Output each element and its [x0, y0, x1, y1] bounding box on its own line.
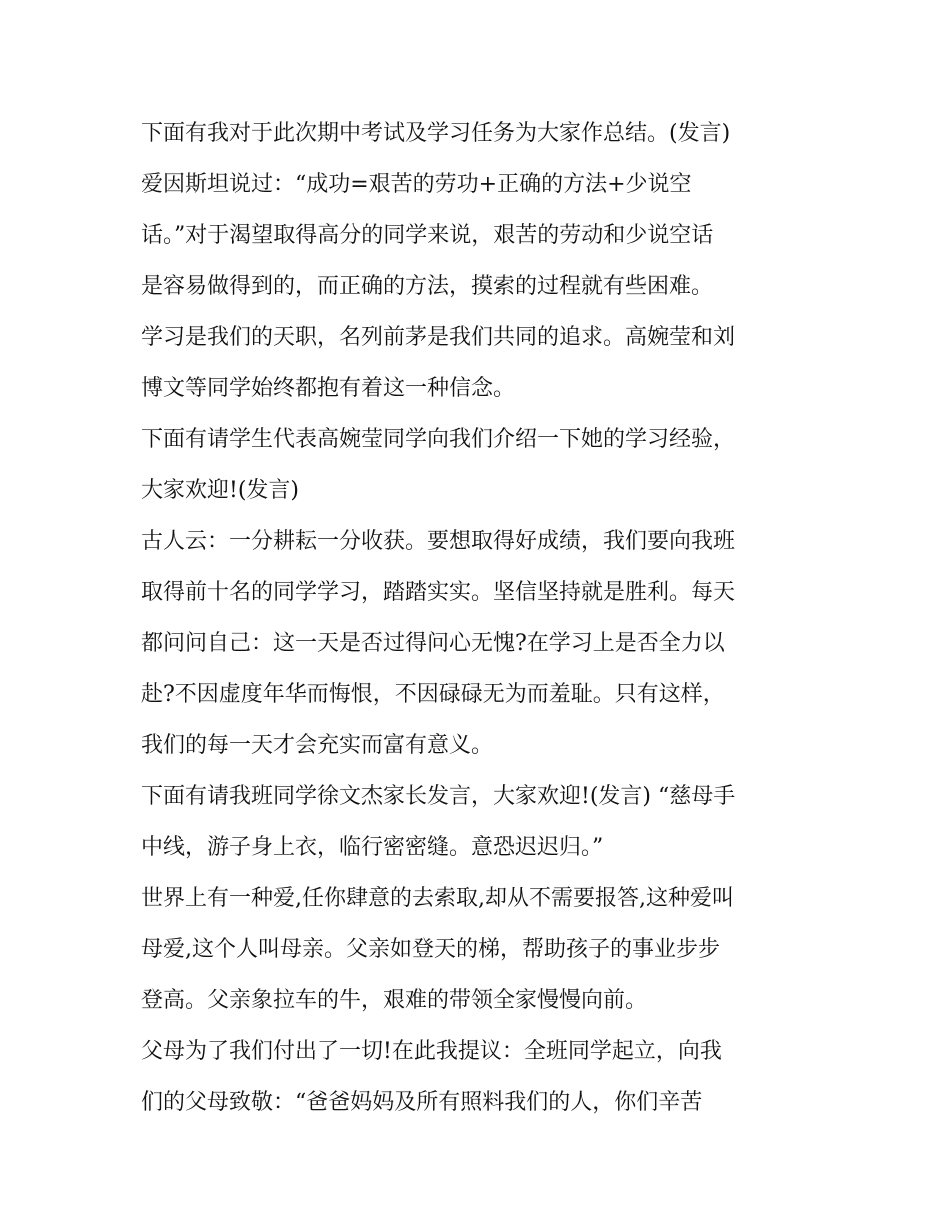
text-line: 我们的每一天才会充实而富有意义。 — [141, 733, 494, 758]
text-line: 大家欢迎!(发言) — [141, 478, 300, 503]
text-line: 都问问自己：这一天是否过得问心无愧?在学习上是否全力以 — [141, 631, 725, 656]
text-line: 们的父母致敬：“爸爸妈妈及所有照料我们的人，你们辛苦 — [141, 1090, 703, 1115]
text-line: 赴?不因虚度年华而悔恨，不因碌碌无为而羞耻。只有这样， — [141, 682, 725, 707]
text-line: 下面有请学生代表高婉莹同学向我们介绍一下她的学习经验， — [141, 427, 736, 452]
text-line: 登高。父亲象拉车的牛，艰难的带领全家慢慢向前。 — [141, 988, 648, 1013]
text-line: 中线，游子身上衣，临行密密缝。意恐迟迟归。” — [141, 835, 604, 860]
text-line: 世界上有一种爱,任你肆意的去索取,却从不需要报答,这种爱叫 — [141, 886, 734, 911]
text-line: 母爱,这个人叫母亲。父亲如登天的梯，帮助孩子的事业步步 — [141, 937, 720, 962]
text-line: 下面有请我班同学徐文杰家长发言，大家欢迎!(发言) “慈母手 — [141, 784, 736, 809]
text-line: 学习是我们的天职，名列前茅是我们共同的追求。高婉莹和刘 — [141, 325, 736, 350]
text-line: 话。”对于渴望取得高分的同学来说，艰苦的劳动和少说空话 — [141, 223, 714, 248]
text-line: 古人云：一分耕耘一分收获。要想取得好成绩，我们要向我班 — [141, 529, 736, 554]
text-line: 取得前十名的同学学习，踏踏实实。坚信坚持就是胜利。每天 — [141, 580, 736, 605]
text-line: 父母为了我们付出了一切!在此我提议：全班同学起立，向我 — [141, 1039, 722, 1064]
text-line: 下面有我对于此次期中考试及学习任务为大家作总结。(发言) — [141, 121, 731, 146]
document-body — [141, 108, 821, 1128]
text-line: 爱因斯坦说过：“成功=艰苦的劳功+正确的方法+少说空 — [141, 172, 692, 197]
text-line: 是容易做得到的，而正确的方法，摸索的过程就有些困难。 — [141, 274, 714, 299]
text-line: 博文等同学始终都抱有着这一种信念。 — [141, 376, 516, 401]
